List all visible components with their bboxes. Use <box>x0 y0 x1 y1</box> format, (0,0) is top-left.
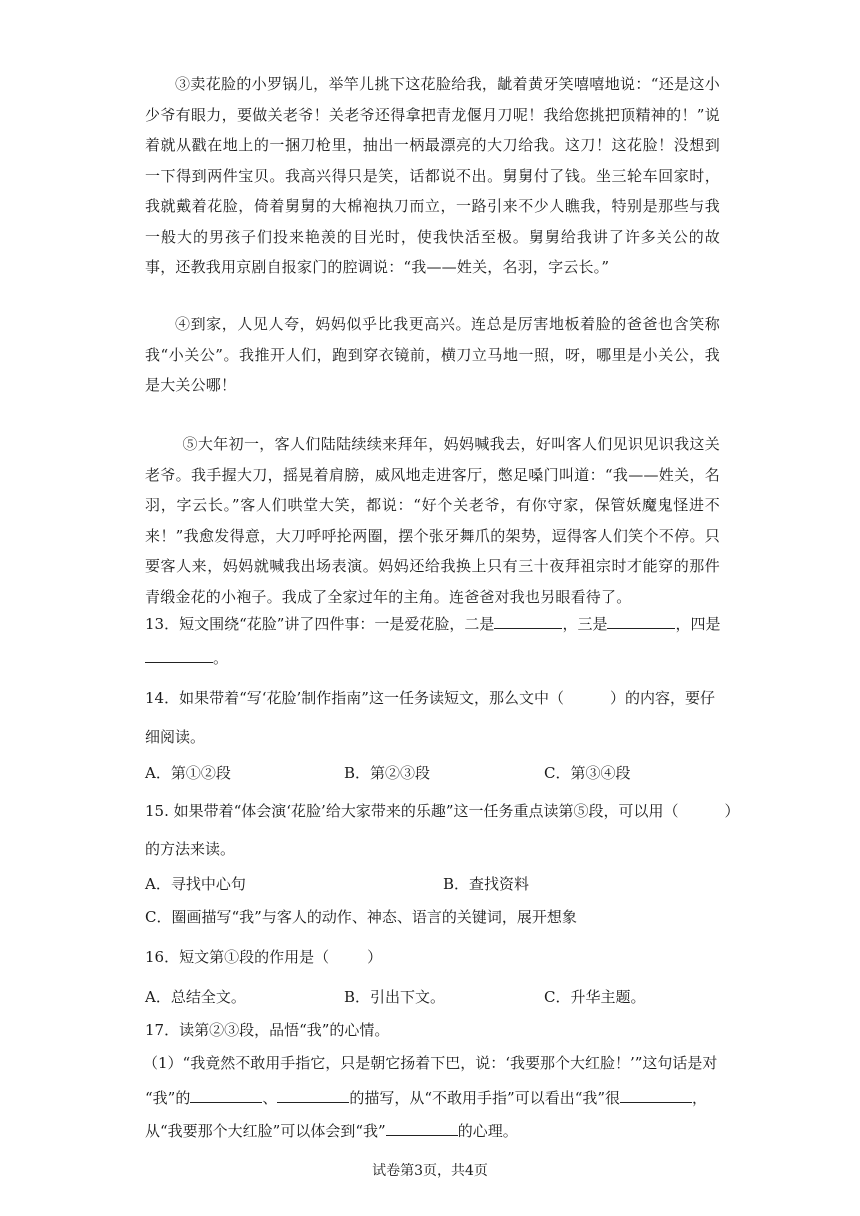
question-13-text: 。 <box>213 649 229 667</box>
question-14-line-2: 细阅读。 <box>145 728 206 746</box>
question-15-text: 15. 如果带着“体会演‘花脸’给大家带来的乐趣”这一任务重点读第⑤段，可以用（ <box>145 802 679 820</box>
answer-blank[interactable] <box>190 1089 262 1103</box>
answer-blank[interactable] <box>494 615 562 629</box>
question-14-option-a[interactable]: A．第①②段 <box>145 764 231 782</box>
question-16-option-a[interactable]: A．总结全文。 <box>145 988 246 1006</box>
question-17-title: 17．读第②③段，品悟“我”的心情。 <box>145 1021 390 1039</box>
question-14-text: ）的内容，要仔 <box>609 689 715 707</box>
answer-blank[interactable] <box>277 1089 349 1103</box>
answer-blank[interactable] <box>607 615 675 629</box>
question-17-text: “我”的 <box>145 1089 191 1107</box>
question-16-option-c[interactable]: C．升华主题。 <box>544 988 646 1006</box>
question-17-text: 的描写，从“不敢用手指”可以看出“我”很 <box>349 1089 621 1107</box>
question-15 <box>145 800 740 821</box>
question-16 <box>145 946 382 967</box>
answer-blank[interactable] <box>145 649 213 663</box>
question-15-option-c[interactable]: C．圈画描写“我”与客人的动作、神态、语言的关键词，展开想象 <box>145 908 577 926</box>
question-15-line-2: 的方法来读。 <box>145 840 236 858</box>
question-17-text: 、 <box>262 1089 278 1107</box>
question-14-option-b[interactable]: B．第②③段 <box>344 764 431 782</box>
question-14 <box>145 687 715 708</box>
question-13-text: 13．短文围绕“花脸”讲了四件事：一是爱花脸，二是 <box>145 615 495 633</box>
question-17-text: 从“我要那个大红脸”可以体会到“我” <box>145 1122 386 1140</box>
question-17-sub-1: （1）“我竟然不敢用手指它，只是朝它扬着下巴，说：‘我要那个大红脸！’”这句话是对 <box>143 1054 718 1072</box>
question-16-option-b[interactable]: B．引出下文。 <box>344 988 446 1006</box>
question-16-text: ） <box>367 948 383 966</box>
page-footer: 试卷第3页，共4页 <box>372 1163 488 1179</box>
question-17-text: 的心理。 <box>457 1122 518 1140</box>
question-17-text: ， <box>692 1089 708 1107</box>
question-17-sub-1-line-2 <box>145 1087 707 1108</box>
passage-paragraph-5: ⑤大年初一，客人们陆陆续续来拜年，妈妈喊我去，好叫客人们见识见识我这关老爷。我手握大刀，摇晃着肩膀，威风地走进客厅，憋足嗓门叫道：“我——姓关，名羽，字云长。”客人们哄堂大笑，都说：“好个关老爷，有你守家，保管妖魔鬼怪进不来！”我愈发得意，大刀呼呼抡两圈，摆个张牙舞爪的架势，逗得客人们笑个不停。只要客人来，妈妈就喊我出场表演。妈妈还给我换上只有三十夜拜祖宗时才能穿的那件青缎金花的小袍子。我成了全家过年的主角。连爸爸对我也另眼看待了。 <box>145 435 720 606</box>
question-15-text: ） <box>724 802 740 820</box>
answer-blank[interactable] <box>386 1122 458 1136</box>
question-15-option-a[interactable]: A．寻找中心句 <box>145 875 246 893</box>
question-14-text: 14．如果带着“写‘花脸’制作指南”这一任务读短文，那么文中（ <box>145 689 564 707</box>
question-17-sub-1-line-3 <box>145 1120 518 1141</box>
question-14-option-c[interactable]: C．第③④段 <box>544 764 631 782</box>
question-13-line-2 <box>145 647 228 668</box>
question-13-text: ，三是 <box>562 615 608 633</box>
passage-paragraph-3: ③卖花脸的小罗锅儿，举竿儿挑下这花脸给我，龇着黄牙笑嘻嘻地说：“还是这小少爷有眼力，要做关老爷！关老爷还得拿把青龙偃月刀呢！我给您挑把顶精神的！”说着就从戳在地上的一捆刀枪里，抽出一柄最漂亮的大刀给我。这刀！这花脸！没想到一下得到两件宝贝。我高兴得只是笑，话都说不出。舅舅付了钱。坐三轮车回家时，我就戴着花脸，倚着舅舅的大棉袍执刀而立，一路引来不少人瞧我，特别是那些与我一般大的男孩子们投来艳羡的目光时，使我快活至极。舅舅给我讲了许多关公的故事，还教我用京剧自报家门的腔调说：“我——姓关，名羽，字云长。” <box>145 75 720 276</box>
question-15-option-b[interactable]: B．查找资料 <box>443 875 530 893</box>
passage-paragraph-4: ④到家，人见人夸，妈妈似乎比我更高兴。连总是厉害地板着脸的爸爸也含笑称我“小关公”。我推开人们，跑到穿衣镜前，横刀立马地一照，呀，哪里是小关公，我是大关公哪！ <box>145 315 720 394</box>
question-13 <box>145 613 720 634</box>
question-13-text: ，四是 <box>675 615 721 633</box>
answer-blank[interactable] <box>620 1089 692 1103</box>
question-16-text: 16．短文第①段的作用是（ <box>145 948 330 966</box>
